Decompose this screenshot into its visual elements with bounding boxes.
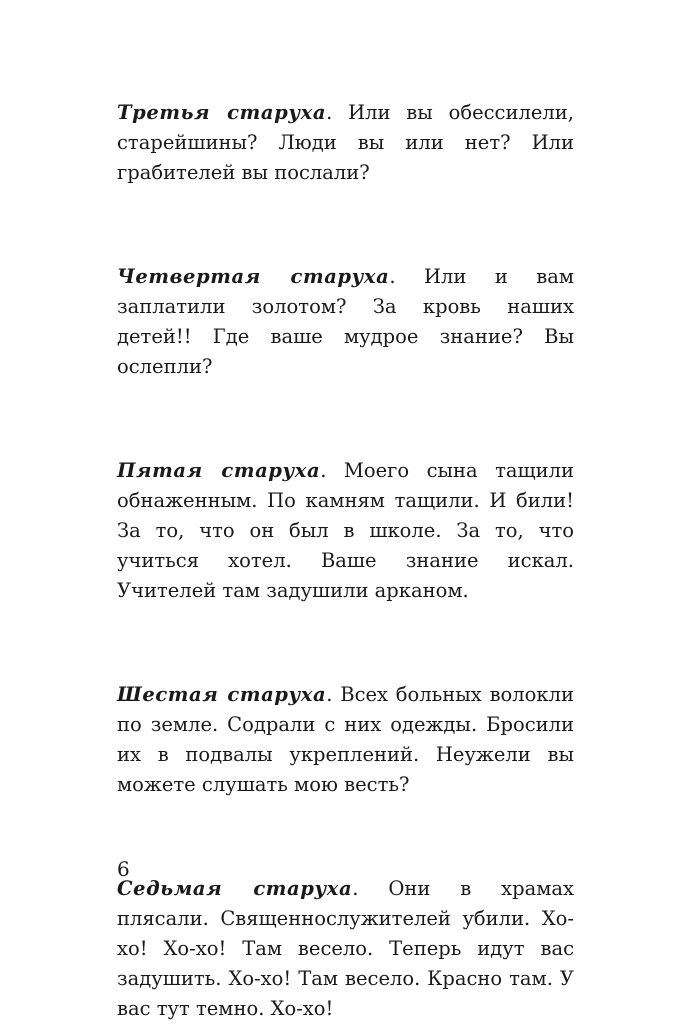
speech-text: . Или и вам заплатили золотом? За кровь наших детей!! Где ваше мудрое знание? Вы ослепли? (117, 265, 574, 378)
page-number: 6 (117, 857, 130, 881)
speaker-name: Седьмая старуха (117, 877, 353, 900)
paragraph-fourth-old-woman (117, 262, 574, 382)
paragraph-fifth-old-woman (117, 456, 574, 606)
speech-text: . Или вы обессилели, старейшины? Люди вы или нет? Или грабителей вы послали? (117, 101, 574, 184)
speech-text: . Всех больных волокли по земле. Содрали с них одежды. Бросили их в подвалы укреплений. Неужели вы можете слушать мою весть? (117, 683, 574, 796)
speaker-name: Пятая старуха (117, 459, 321, 482)
speech-text: . Моего сына тащили обнаженным. По камням тащили. И били! За то, что он был в школе. За то, что учиться хотел. Ваше знание искал. Учителей там задушили арканом. (117, 459, 575, 602)
speaker-name: Четвертая старуха (117, 265, 390, 288)
speaker-name: Третья старуха (117, 101, 327, 124)
paragraph-sixth-old-woman (117, 680, 574, 800)
paragraph-seventh-old-woman (117, 874, 574, 1024)
paragraph-third-old-woman (117, 98, 574, 188)
text-block (117, 98, 574, 1024)
speaker-name: Шестая старуха (117, 683, 327, 706)
speech-text: . Они в храмах плясали. Священнослужителей убили. Хо-хо! Хо-хо! Там весело. Теперь идут вас задушить. Хо-хо! Там весело. Красно там. У вас тут темно. Хо-хо! (117, 877, 574, 1020)
